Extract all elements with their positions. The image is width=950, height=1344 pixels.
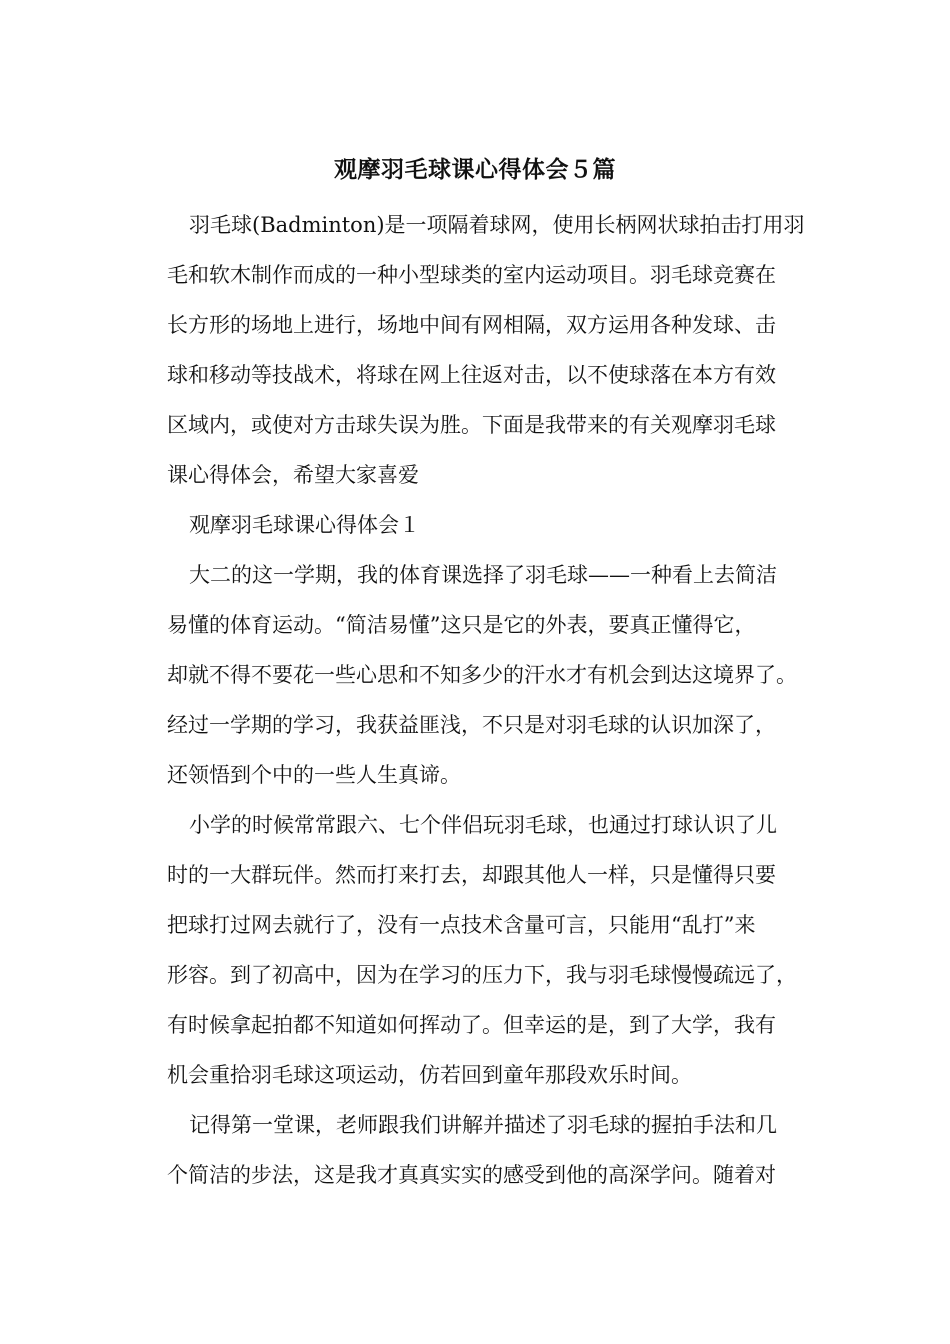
- text-line: 观摩羽毛球课心得体会１: [189, 513, 420, 537]
- text-line: 球和移动等技战术，将球在网上往返对击，以不使球落在本方有效: [167, 363, 776, 387]
- text-line: 记得第一堂课，老师跟我们讲解并描述了羽毛球的握拍手法和几: [189, 1113, 777, 1137]
- text-line: 机会重拾羽毛球这项运动，仿若回到童年那段欢乐时间。: [167, 1063, 692, 1087]
- paragraph: [145, 550, 815, 800]
- text-line: 有时候拿起拍都不知道如何挥动了。但幸运的是，到了大学，我有: [167, 1013, 776, 1037]
- text-line: 大二的这一学期，我的体育课选择了羽毛球——一种看上去简洁: [189, 563, 777, 587]
- text-line: 个简洁的步法，这是我才真真实实的感受到他的高深学问。随着对: [167, 1163, 776, 1187]
- paragraph-intro: [145, 200, 815, 500]
- text-line: 易懂的体育运动。“简洁易懂”这只是它的外表，要真正懂得它，: [167, 613, 756, 637]
- text-line: 还领悟到个中的一些人生真谛。: [167, 763, 461, 787]
- text-line: 把球打过网去就行了，没有一点技术含量可言，只能用“乱打”来: [167, 913, 756, 937]
- document-body: [145, 200, 815, 1200]
- paragraph: [145, 800, 815, 1100]
- text-line: 形容。到了初高中，因为在学习的压力下，我与羽毛球慢慢疏远了，: [167, 963, 797, 987]
- text-line: 区域内，或使对方击球失误为胜。下面是我带来的有关观摩羽毛球: [167, 413, 776, 437]
- text-line: 却就不得不要花一些心思和不知多少的汗水才有机会到达这境界了。: [167, 663, 797, 687]
- document-title: 观摩羽毛球课心得体会５篇: [334, 157, 616, 183]
- paragraph: [145, 1100, 815, 1200]
- text-line: 小学的时候常常跟六、七个伴侣玩羽毛球，也通过打球认识了儿: [189, 813, 777, 837]
- text-line: 经过一学期的学习，我获益匪浅，不只是对羽毛球的认识加深了，: [167, 713, 776, 737]
- section-heading: [145, 500, 815, 550]
- text-line: 时的一大群玩伴。然而打来打去，却跟其他人一样，只是懂得只要: [167, 863, 776, 887]
- text-line: 长方形的场地上进行，场地中间有网相隔，双方运用各种发球、击: [167, 313, 776, 337]
- text-line: 羽毛球(Badminton)是一项隔着球网，使用长柄网状球拍击打用羽: [189, 213, 805, 237]
- text-line: 毛和软木制作而成的一种小型球类的室内运动项目。羽毛球竞赛在: [167, 263, 776, 287]
- text-line: 课心得体会，希望大家喜爱: [167, 463, 419, 487]
